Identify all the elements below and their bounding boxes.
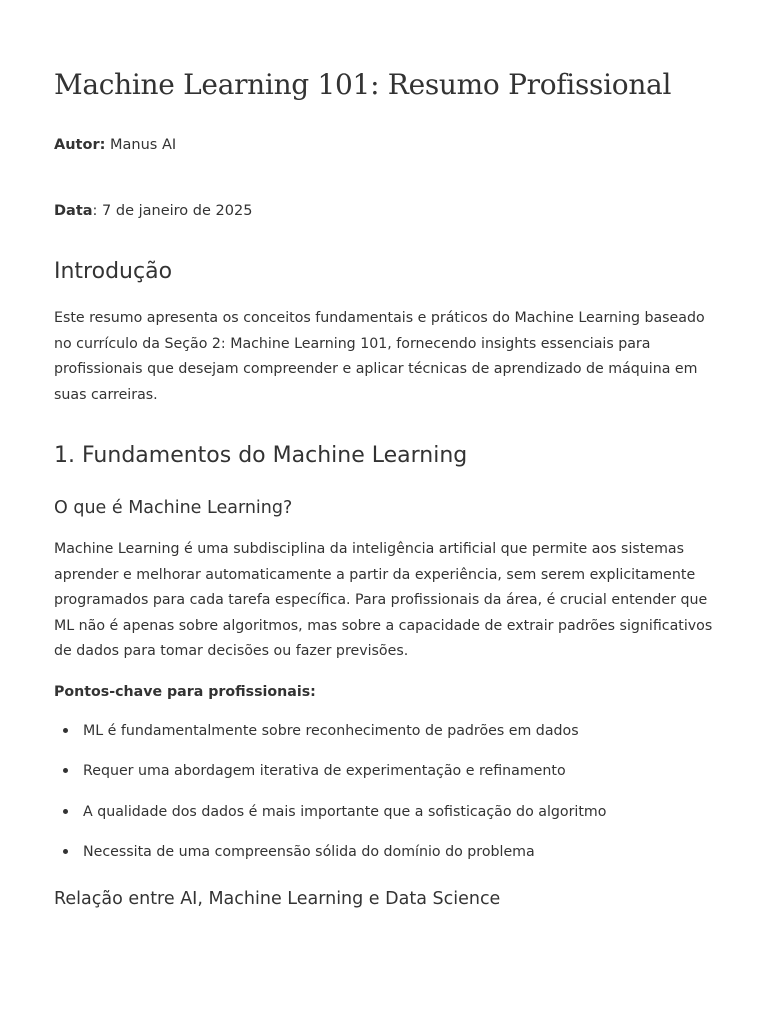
relation-heading: Relação entre AI, Machine Learning e Data Science [54, 889, 501, 909]
date-line [54, 200, 252, 222]
author-line [54, 134, 176, 156]
document-title: Machine Learning 101: Resumo Profissional [54, 68, 672, 101]
section1-heading: 1. Fundamentos do Machine Learning [54, 443, 468, 468]
date-value: : 7 de janeiro de 2025 [92, 203, 253, 219]
author-label: Autor: [54, 137, 106, 153]
what-is-ml-heading: O que é Machine Learning? [54, 498, 293, 518]
bullet-icon [63, 728, 68, 733]
author-value: Manus AI [105, 137, 177, 153]
introduction-paragraph: Este resumo apresenta os conceitos fundamentais e práticos do Machine Learning baseado no currículo da Seção 2: Machine Learning 101, fornecendo insights essenciais para profissionais que desejam compreender e aplicar técnicas de aprendizado de máquina em suas carreiras. [54, 310, 705, 403]
date-label: Data [54, 203, 93, 219]
list-item [54, 760, 714, 800]
list-item-text: A qualidade dos dados é mais importante que a sofisticação do algoritmo [83, 803, 607, 820]
list-item-text: Necessita de uma compreensão sólida do domínio do problema [83, 843, 535, 860]
list-item-text: Requer uma abordagem iterativa de experimentação e refinamento [83, 763, 566, 780]
bullet-icon [63, 849, 68, 854]
key-points-list [54, 720, 714, 881]
list-item [54, 841, 714, 881]
list-item-text: ML é fundamentalmente sobre reconhecimento de padrões em dados [83, 723, 579, 739]
list-item [54, 801, 714, 841]
introduction-heading: Introdução [54, 259, 173, 284]
key-points-label: Pontos-chave para profissionais: [54, 684, 316, 700]
list-item [54, 720, 714, 760]
what-is-ml-paragraph: Machine Learning é uma subdisciplina da inteligência artificial que permite aos sistemas aprender e melhorar automaticamente a partir da experiência, sem serem explicitamente programados para cada tarefa específica. Para profissionais da área, é crucial entender que ML não é apenas sobre algoritmos, mas sobre a capacidade de extrair padrões significativos de dados para tomar decisões ou fazer previsões. [54, 541, 713, 659]
bullet-icon [63, 768, 68, 773]
bullet-icon [63, 809, 68, 814]
